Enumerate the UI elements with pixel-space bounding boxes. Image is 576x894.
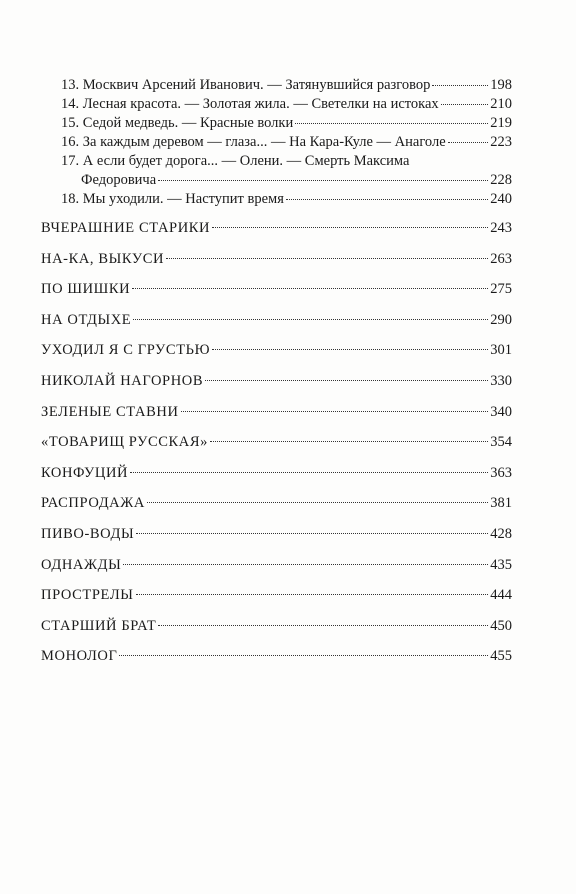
page-number: 428 [490,525,512,542]
entry-title: ЗЕЛЕНЫЕ СТАВНИ [41,403,179,420]
entry-title: ПО ШИШКИ [41,281,131,298]
toc-entry [41,335,512,366]
toc-subentry [61,95,512,114]
page-number: 198 [490,77,512,93]
entry-title: УХОДИЛ Я С ГРУСТЬЮ [41,342,211,359]
page-number: 455 [490,648,512,665]
table-of-contents [41,76,512,672]
toc-subentry [61,190,512,209]
toc-entry [41,213,512,244]
dot-leader [132,288,488,289]
page-number: 330 [490,372,512,389]
subentry-title: 16. За каждым деревом — глаза... — На Кара-Куле — Анаголе [61,134,446,150]
page-number: 240 [490,191,512,207]
toc-subentry [61,76,512,95]
toc-entry [41,519,512,550]
subentry-title: 14. Лесная красота. — Золотая жила. — Светелки на истоках [61,96,439,112]
dot-leader [123,564,488,565]
entry-title: СТАРШИЙ БРАТ [41,617,157,634]
toc-entry [41,366,512,397]
entry-title: МОНОЛОГ [41,648,118,665]
entry-title: НА-КА, ВЫКУСИ [41,250,165,267]
page-number: 363 [490,464,512,481]
entry-title: ВЧЕРАШНИЕ СТАРИКИ [41,220,211,236]
toc-entry [41,397,512,428]
entry-title: РАСПРОДАЖА [41,495,145,512]
page-number: 290 [490,311,512,328]
page-number: 354 [490,434,512,451]
toc-entry [41,580,512,611]
page-number: 450 [490,617,512,634]
dot-leader [432,85,488,86]
entry-list [41,213,512,672]
dot-leader [205,380,488,381]
page-number: 219 [490,115,512,131]
dot-leader [119,655,488,656]
dot-leader [212,349,488,350]
page-number: 301 [490,342,512,359]
dot-leader [147,502,488,503]
entry-title: ПИВО-ВОДЫ [41,525,135,542]
toc-entry [41,458,512,489]
page-number: 435 [490,556,512,573]
dot-leader [448,142,489,143]
page-number: 340 [490,403,512,420]
toc-entry [41,427,512,458]
toc-entry [41,611,512,642]
subentry-title: 13. Москвич Арсений Иванович. — Затянувшийся разговор [61,77,431,93]
page-number: 263 [490,250,512,267]
page-number: 444 [490,587,512,604]
toc-subentry [61,114,512,133]
page-number: 275 [490,281,512,298]
toc-entry [41,641,512,672]
toc-entry [41,274,512,305]
entry-title: ПРОСТРЕЛЫ [41,587,134,604]
toc-entry [41,550,512,581]
dot-leader [130,472,488,473]
toc-subentry [61,133,512,152]
dot-leader [158,180,488,181]
subentry-title-continued: Федоровича [81,172,157,188]
toc-subentry [61,152,512,190]
dot-leader [181,411,489,412]
page-number: 223 [490,134,512,150]
page-number: 381 [490,495,512,512]
dot-leader [136,594,489,595]
dot-leader [158,625,488,626]
page-number: 243 [490,220,512,236]
toc-entry [41,305,512,336]
page-number: 228 [490,172,512,188]
toc-entry [41,244,512,275]
dot-leader [212,227,488,228]
dot-leader [295,123,488,124]
entry-title: «ТОВАРИЩ РУССКАЯ» [41,434,208,451]
entry-title: ОДНАЖДЫ [41,556,122,573]
entry-title: НИКОЛАЙ НАГОРНОВ [41,372,204,389]
entry-title: НА ОТДЫХЕ [41,311,132,328]
dot-leader [286,199,488,200]
dot-leader [133,319,488,320]
dot-leader [166,258,488,259]
entry-title: КОНФУЦИЙ [41,464,129,481]
dot-leader [441,104,489,105]
page-number: 210 [490,96,512,112]
subentry-title: 15. Седой медведь. — Красные волки [61,115,294,131]
subentry-title: 17. А если будет дорога... — Олени. — Смерть Максима [61,153,410,169]
dot-leader [210,441,488,442]
subentry-list [61,76,512,209]
subentry-title: 18. Мы уходили. — Наступит время [61,191,284,207]
toc-entry [41,488,512,519]
dot-leader [136,533,488,534]
